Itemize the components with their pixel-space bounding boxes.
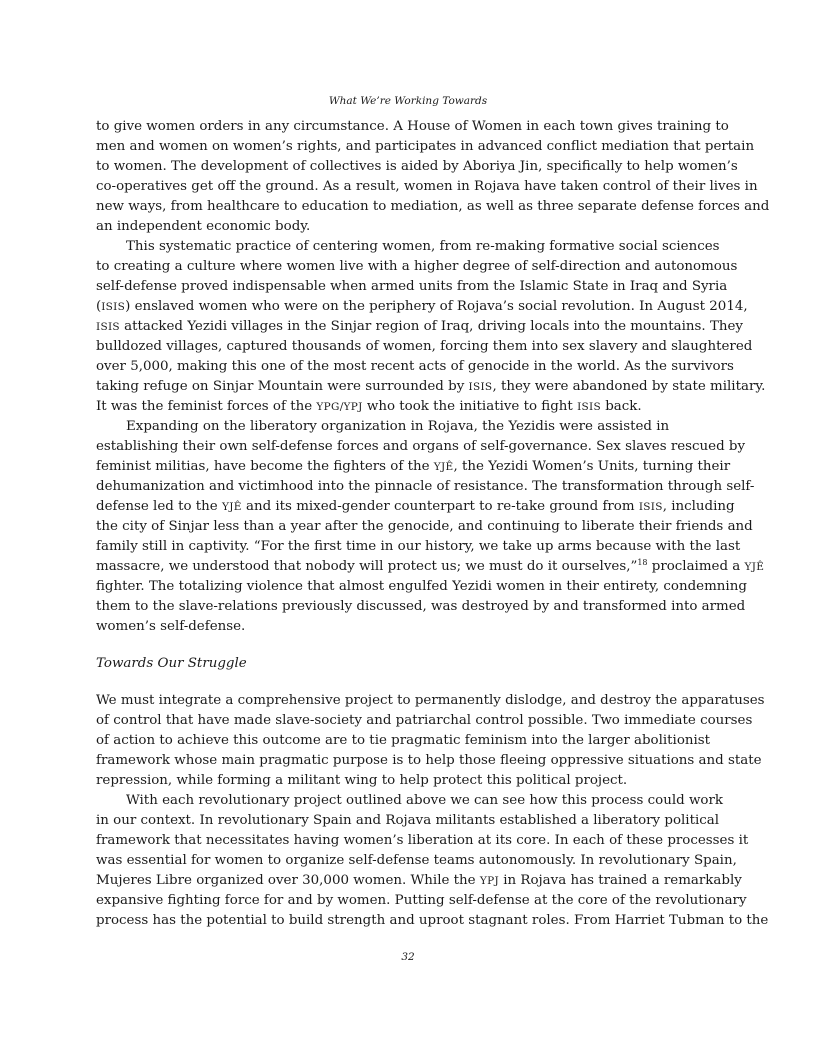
text-run: , they were abandoned by state military. (492, 379, 766, 394)
acronym: ISIS (638, 501, 663, 513)
page-number: 32 (401, 951, 415, 963)
text-run: It was the feminist forces of the (96, 399, 317, 414)
text-line: family still in captivity. “For the first time in our history, we take up arms because with the last (96, 539, 741, 554)
text-line: men and women on women’s rights, and participates in advanced conflict mediation that pertain (96, 139, 755, 154)
text-run: feminist militias, have become the fighters of the (96, 459, 434, 474)
text-run: Mujeres Libre organized over 30,000 women. While the (96, 873, 480, 888)
text-line: With each revolutionary project outlined above we can see how this process could work (126, 793, 723, 808)
text-line: was essential for women to organize self-defense teams autonomously. In revolutionary Spain, (96, 853, 737, 868)
text-line (96, 377, 766, 397)
acronym: YJÊ (433, 461, 454, 473)
acronym: YJÊ (221, 501, 242, 513)
text-run: defense led to the (96, 499, 222, 514)
text-line: expansive fighting force for and by women. Putting self-defense at the core of the revolutionary (96, 893, 747, 908)
text-line: self-defense proved indispensable when armed units from the Islamic State in Iraq and Syria (96, 279, 728, 294)
text-line (96, 557, 765, 577)
section-gap (96, 637, 720, 654)
text-line: We must integrate a comprehensive project to permanently dislodge, and destroy the apparatuses (96, 693, 765, 708)
acronym: YPG/YPJ (316, 401, 363, 413)
text-line: of action to achieve this outcome are to tie pragmatic feminism into the larger abolitionist (96, 733, 711, 748)
text-line: the city of Sinjar less than a year after the genocide, and continuing to liberate their friends and (96, 519, 753, 534)
text-line: repression, while forming a militant wing to help protect this political project. (96, 773, 628, 788)
text-line (96, 871, 742, 891)
text-run: attacked Yezidi villages in the Sinjar region of Iraq, driving locals into the mountains. They (119, 319, 743, 334)
text-line: over 5,000, making this one of the most recent acts of genocide in the world. As the survivors (96, 359, 734, 374)
text-run: in Rojava has trained a remarkably (498, 873, 742, 888)
text-run: and its mixed-gender counterpart to re-take ground from (241, 499, 639, 514)
footnote-marker[interactable]: 18 (637, 558, 648, 567)
body-text (96, 117, 770, 931)
text-line: framework whose main pragmatic purpose is to help those fleeing oppressive situations and state (96, 753, 762, 768)
text-line: bulldozed villages, captured thousands of women, forcing them into sex slavery and slaughtered (96, 339, 753, 354)
text-run: ( (96, 299, 102, 314)
text-line: co-operatives get off the ground. As a result, women in Rojava have taken control of their lives in (96, 179, 758, 194)
text-line: process has the potential to build strength and uproot stagnant roles. From Harriet Tubman to the (96, 913, 769, 928)
text-line: fighter. The totalizing violence that almost engulfed Yezidi women in their entirety, condemning (96, 579, 747, 594)
text-line: Expanding on the liberatory organization in Rojava, the Yezidis were assisted in (126, 419, 670, 434)
section-heading: Towards Our Struggle (96, 656, 247, 671)
paragraph-2 (96, 237, 766, 417)
acronym: YPJ (479, 875, 499, 887)
text-line: them to the slave-relations previously discussed, was destroyed by and transformed into armed (96, 599, 746, 614)
acronym: ISIS (468, 381, 493, 393)
text-run: taking refuge on Sinjar Mountain were surrounded by (96, 379, 469, 394)
text-line: dehumanization and victimhood into the pinnacle of resistance. The transformation through self- (96, 479, 755, 494)
text-line: women’s self-defense. (96, 619, 246, 634)
acronym: YJÊ (744, 561, 765, 573)
running-head: What We’re Working Towards (328, 95, 488, 107)
text-line: framework that necessitates having women’s liberation at its core. In each of these processes it (96, 833, 749, 848)
text-line: This systematic practice of centering women, from re-making formative social sciences (126, 239, 720, 254)
text-run: , the Yezidi Women’s Units, turning their (453, 459, 731, 474)
paragraph-4 (96, 691, 765, 791)
text-line: new ways, from healthcare to education to mediation, as well as three separate defense forces and (96, 199, 770, 214)
paragraph-5 (96, 791, 769, 931)
text-run: proclaimed a (647, 559, 745, 574)
acronym: ISIS (101, 301, 126, 313)
text-line: of control that have made slave-society and patriarchal control possible. Two immediate courses (96, 713, 753, 728)
section-gap (96, 674, 720, 691)
text-line (96, 397, 720, 417)
text-line (96, 457, 731, 477)
text-line: an independent economic body. (96, 219, 311, 234)
text-line (96, 497, 735, 517)
text-line: to creating a culture where women live with a higher degree of self-direction and autonomous (96, 259, 738, 274)
text-line: to give women orders in any circumstance. A House of Women in each town gives training to (96, 119, 729, 134)
text-line (96, 297, 748, 317)
text-line: in our context. In revolutionary Spain and Rojava militants established a liberatory political (96, 813, 720, 828)
text-run: who took the initiative to fight (362, 399, 578, 414)
text-run: back. (600, 399, 642, 414)
paragraph-1 (96, 117, 770, 237)
text-line: to women. The development of collectives is aided by Aboriya Jin, specifically to help women’s (96, 159, 738, 174)
text-run: , including (662, 499, 735, 514)
paragraph-3 (96, 417, 765, 637)
acronym: ISIS (96, 321, 120, 333)
acronym: ISIS (577, 401, 601, 413)
text-run: ) enslaved women who were on the periphery of Rojava’s social revolution. In August 2014, (125, 299, 748, 314)
text-line: establishing their own self-defense forces and organs of self-governance. Sex slaves rescued by (96, 439, 746, 454)
text-line (96, 317, 743, 337)
text-run: massacre, we understood that nobody will protect us; we must do it ourselves,” (96, 559, 638, 574)
